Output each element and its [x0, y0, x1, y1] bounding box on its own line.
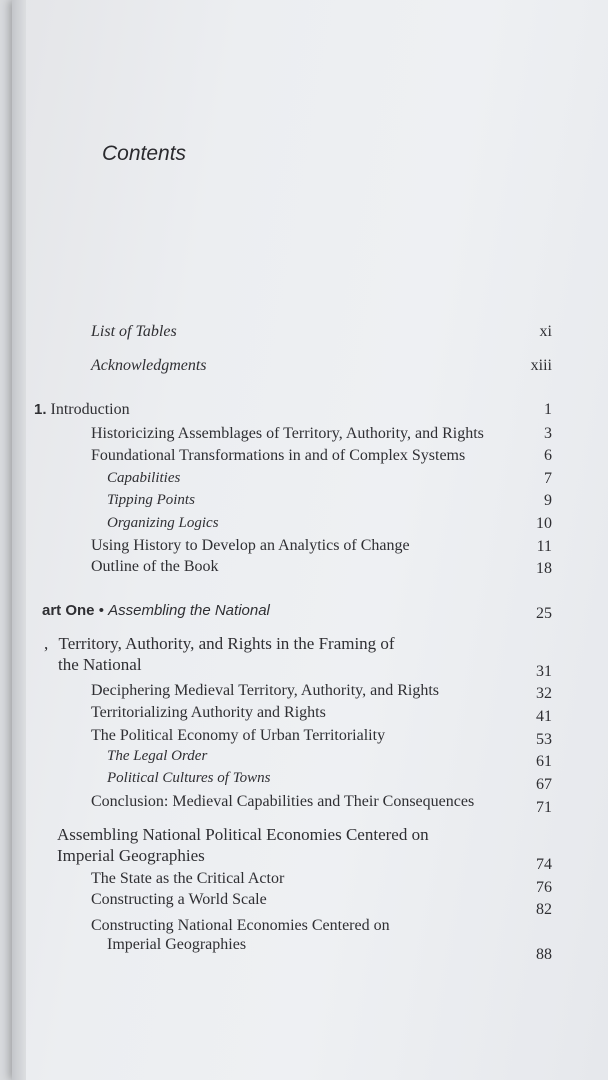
toc-subsection: Tipping Points — [107, 492, 195, 508]
toc-section-page: 53 — [536, 731, 552, 748]
toc-section-line2: Imperial Geographies — [107, 936, 247, 953]
toc-section-page: 7 — [544, 470, 552, 487]
chapter-title: Introduction — [50, 401, 130, 418]
toc-section: The State as the Critical Actor — [91, 870, 285, 887]
toc-section-page: 11 — [536, 538, 552, 555]
chapter-heading-2 — [44, 634, 395, 654]
book-page — [12, 0, 608, 1080]
toc-section: Outline of the Book — [91, 558, 219, 575]
toc-entry-acknowledgments: Acknowledgments — [91, 357, 207, 374]
part-label: art One — [42, 602, 95, 619]
toc-page-list-of-tables: xi — [539, 323, 552, 340]
toc-entry-list-of-tables: List of Tables — [91, 323, 177, 340]
page-title: Contents — [102, 142, 187, 165]
chapter-page: 1 — [544, 401, 552, 418]
chapter-page: 74 — [536, 856, 552, 873]
toc-section: Constructing National Economies Centered on — [91, 917, 390, 934]
toc-section-page: 32 — [536, 685, 552, 702]
toc-section-page: 71 — [536, 799, 552, 816]
toc-section-page: 6 — [544, 447, 552, 464]
chapter-title-line2: Imperial Geographies — [57, 846, 205, 865]
chapter-title-line2: the National — [58, 655, 142, 674]
chapter-title: Territory, Authority, and Rights in the Framing of — [58, 634, 395, 653]
toc-section-page: 10 — [536, 515, 552, 532]
toc-section-page: 88 — [536, 946, 552, 963]
toc-section-page: 18 — [536, 560, 552, 577]
toc-section-page: 3 — [544, 425, 552, 442]
toc-subsection: Capabilities — [107, 470, 181, 486]
toc-section-page: 9 — [544, 492, 552, 509]
chapter-heading-3: Assembling National Political Economies Centered on — [57, 825, 429, 844]
book-spine — [12, 0, 26, 1080]
toc-section: The Political Economy of Urban Territoriality — [91, 727, 386, 744]
toc-section-page: 67 — [536, 776, 552, 793]
chapter-heading-1 — [34, 400, 130, 420]
toc-subsection: The Legal Order — [107, 748, 208, 764]
toc-section: Deciphering Medieval Territory, Authority, and Rights — [91, 682, 439, 699]
chapter-page: 31 — [536, 663, 552, 680]
part-page: 25 — [536, 605, 552, 622]
toc-section: Constructing a World Scale — [91, 891, 267, 908]
chapter-number: 1. — [34, 401, 47, 418]
toc-page-acknowledgments: xiii — [530, 357, 552, 374]
toc-section-page: 61 — [536, 753, 552, 770]
toc-subsection: Political Cultures of Towns — [107, 770, 271, 786]
part-bullet: • — [98, 602, 104, 619]
toc-section: Historicizing Assemblages of Territory, Authority, and Rights — [91, 425, 484, 442]
toc-section-page: 82 — [536, 901, 552, 918]
chapter-mark: , — [44, 634, 49, 653]
part-heading — [42, 601, 270, 621]
toc-section: Territorializing Authority and Rights — [91, 704, 326, 721]
toc-section: Conclusion: Medieval Capabilities and Their Consequences — [91, 793, 475, 810]
toc-section-page: 41 — [536, 708, 552, 725]
toc-section: Foundational Transformations in and of Complex Systems — [91, 447, 466, 464]
toc-section: Using History to Develop an Analytics of Change — [91, 537, 410, 554]
part-title: Assembling the National — [108, 602, 270, 619]
toc-subsection: Organizing Logics — [107, 515, 219, 531]
toc-section-page: 76 — [536, 879, 552, 896]
